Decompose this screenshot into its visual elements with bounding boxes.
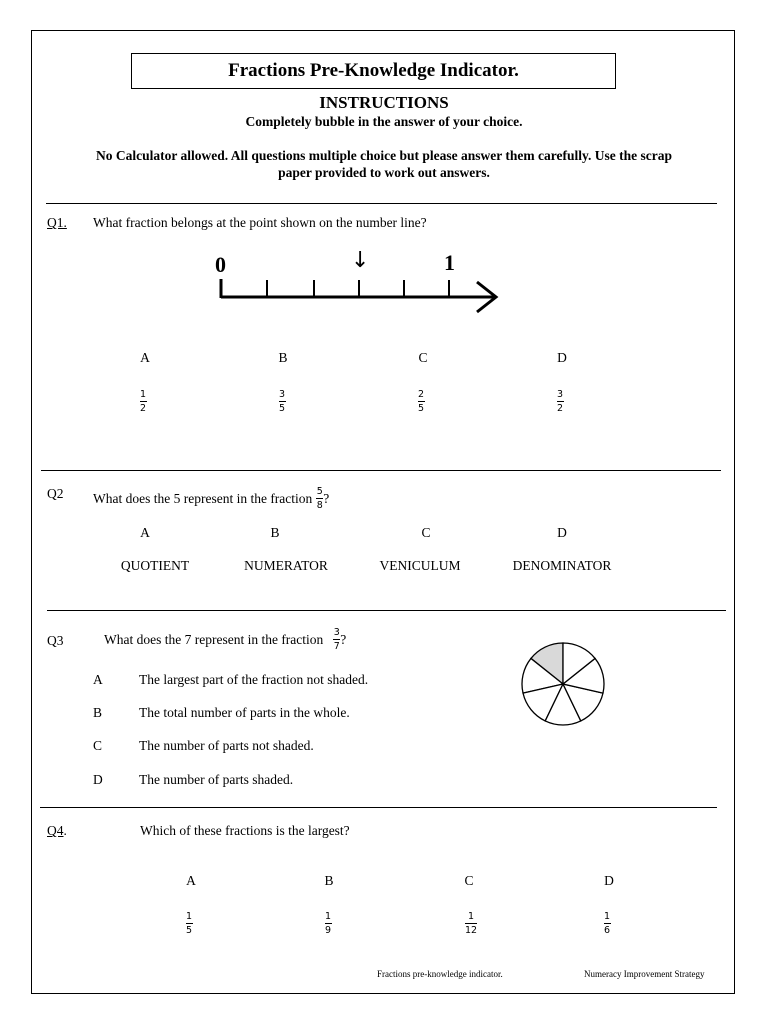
q4-number-suffix: . [63,823,67,838]
q4-number: Q4 [47,823,64,838]
q3-pie-diagram [518,641,608,727]
instructions-heading: INSTRUCTIONS [319,93,449,112]
q3-option-b-text[interactable]: The total number of parts in the whole. [139,705,350,720]
q2-number: Q2 [47,486,64,501]
q4-text: Which of these fractions is the largest? [140,823,350,838]
pie-slices [522,643,604,725]
q2-option-d-word[interactable]: DENOMINATOR [512,558,612,573]
divider [40,807,717,808]
number-line [210,276,510,316]
q3-text-row [104,627,346,652]
q4-option-b-letter: B [324,873,334,888]
footer-right: Numeracy Improvement Strategy [584,969,705,979]
q3-suffix: ? [340,631,347,647]
number-line-start-label: 0 [215,252,226,277]
q2-text-row [93,486,329,511]
q3-number: Q3 [47,633,64,648]
q2-option-b-word[interactable]: NUMERATOR [244,558,328,573]
q3-fraction: $\frac{3}{7}$ [333,627,340,652]
q2-fraction: $\frac{5}{8}$ [316,486,323,511]
footer-left: Fractions pre-knowledge indicator. [377,969,503,979]
page-title: Fractions Pre-Knowledge Indicator. [131,53,616,89]
q1-option-b-fraction[interactable]: $\frac{3}{5}$ [278,389,286,414]
q4-option-c-letter: C [464,873,474,888]
q1-option-c-fraction[interactable]: $\frac{2}{5}$ [417,389,425,414]
q3-option-a-letter: A [93,672,103,687]
q1-option-a-letter: A [140,350,150,365]
q1-option-b-letter: B [278,350,288,365]
instructions-note-line-2: paper provided to work out answers. [278,165,490,180]
q3-option-b-letter: B [93,705,103,720]
q1-option-d-fraction[interactable]: $\frac{3}{2}$ [556,389,564,414]
q3-option-d-text[interactable]: The number of parts shaded. [139,772,294,787]
q2-suffix: ? [323,490,330,506]
divider [41,470,721,471]
q4-option-a-fraction[interactable]: $\frac{1}{5}$ [185,911,193,936]
q1-number: Q1. [47,215,67,230]
q1-option-a-fraction[interactable]: $\frac{1}{2}$ [139,389,147,414]
q1-option-d-letter: D [557,350,567,365]
q3-option-c-text[interactable]: The number of parts not shaded. [139,738,314,753]
q3-option-d-letter: D [93,772,103,787]
q4-option-c-fraction[interactable]: $\frac{1}{12}$ [464,911,478,936]
q1-option-c-letter: C [418,350,428,365]
q2-option-d-letter: D [557,525,567,540]
q2-option-b-letter: B [270,525,280,540]
instructions-line: Completely bubble in the answer of your choice. [245,114,523,129]
q3-option-a-text[interactable]: The largest part of the fraction not shaded. [139,672,369,687]
divider [46,203,717,204]
q4-option-a-letter: A [186,873,196,888]
q3-option-c-letter: C [93,738,103,753]
instructions-note-line-1: No Calculator allowed. All questions multiple choice but please answer them carefully. Use the scrap [96,148,672,163]
q4-option-b-fraction[interactable]: $\frac{1}{9}$ [324,911,332,936]
number-line-end-label: 1 [444,250,455,275]
q4-option-d-letter: D [604,873,614,888]
divider [47,610,726,611]
q3-text: What does the 7 represent in the fraction [104,631,324,647]
q4-number-row [47,823,67,839]
number-line-marker-arrow-icon: ↓ [351,248,370,273]
q2-option-c-word[interactable]: VENICULUM [379,558,461,573]
q2-option-a-word[interactable]: QUOTIENT [120,558,190,573]
q2-text: What does the 5 represent in the fraction [93,490,313,506]
q1-text: What fraction belongs at the point shown on the number line? [93,215,427,230]
q4-option-d-fraction[interactable]: $\frac{1}{6}$ [603,911,611,936]
q2-option-c-letter: C [421,525,431,540]
instructions-note [40,147,728,181]
q2-option-a-letter: A [140,525,150,540]
